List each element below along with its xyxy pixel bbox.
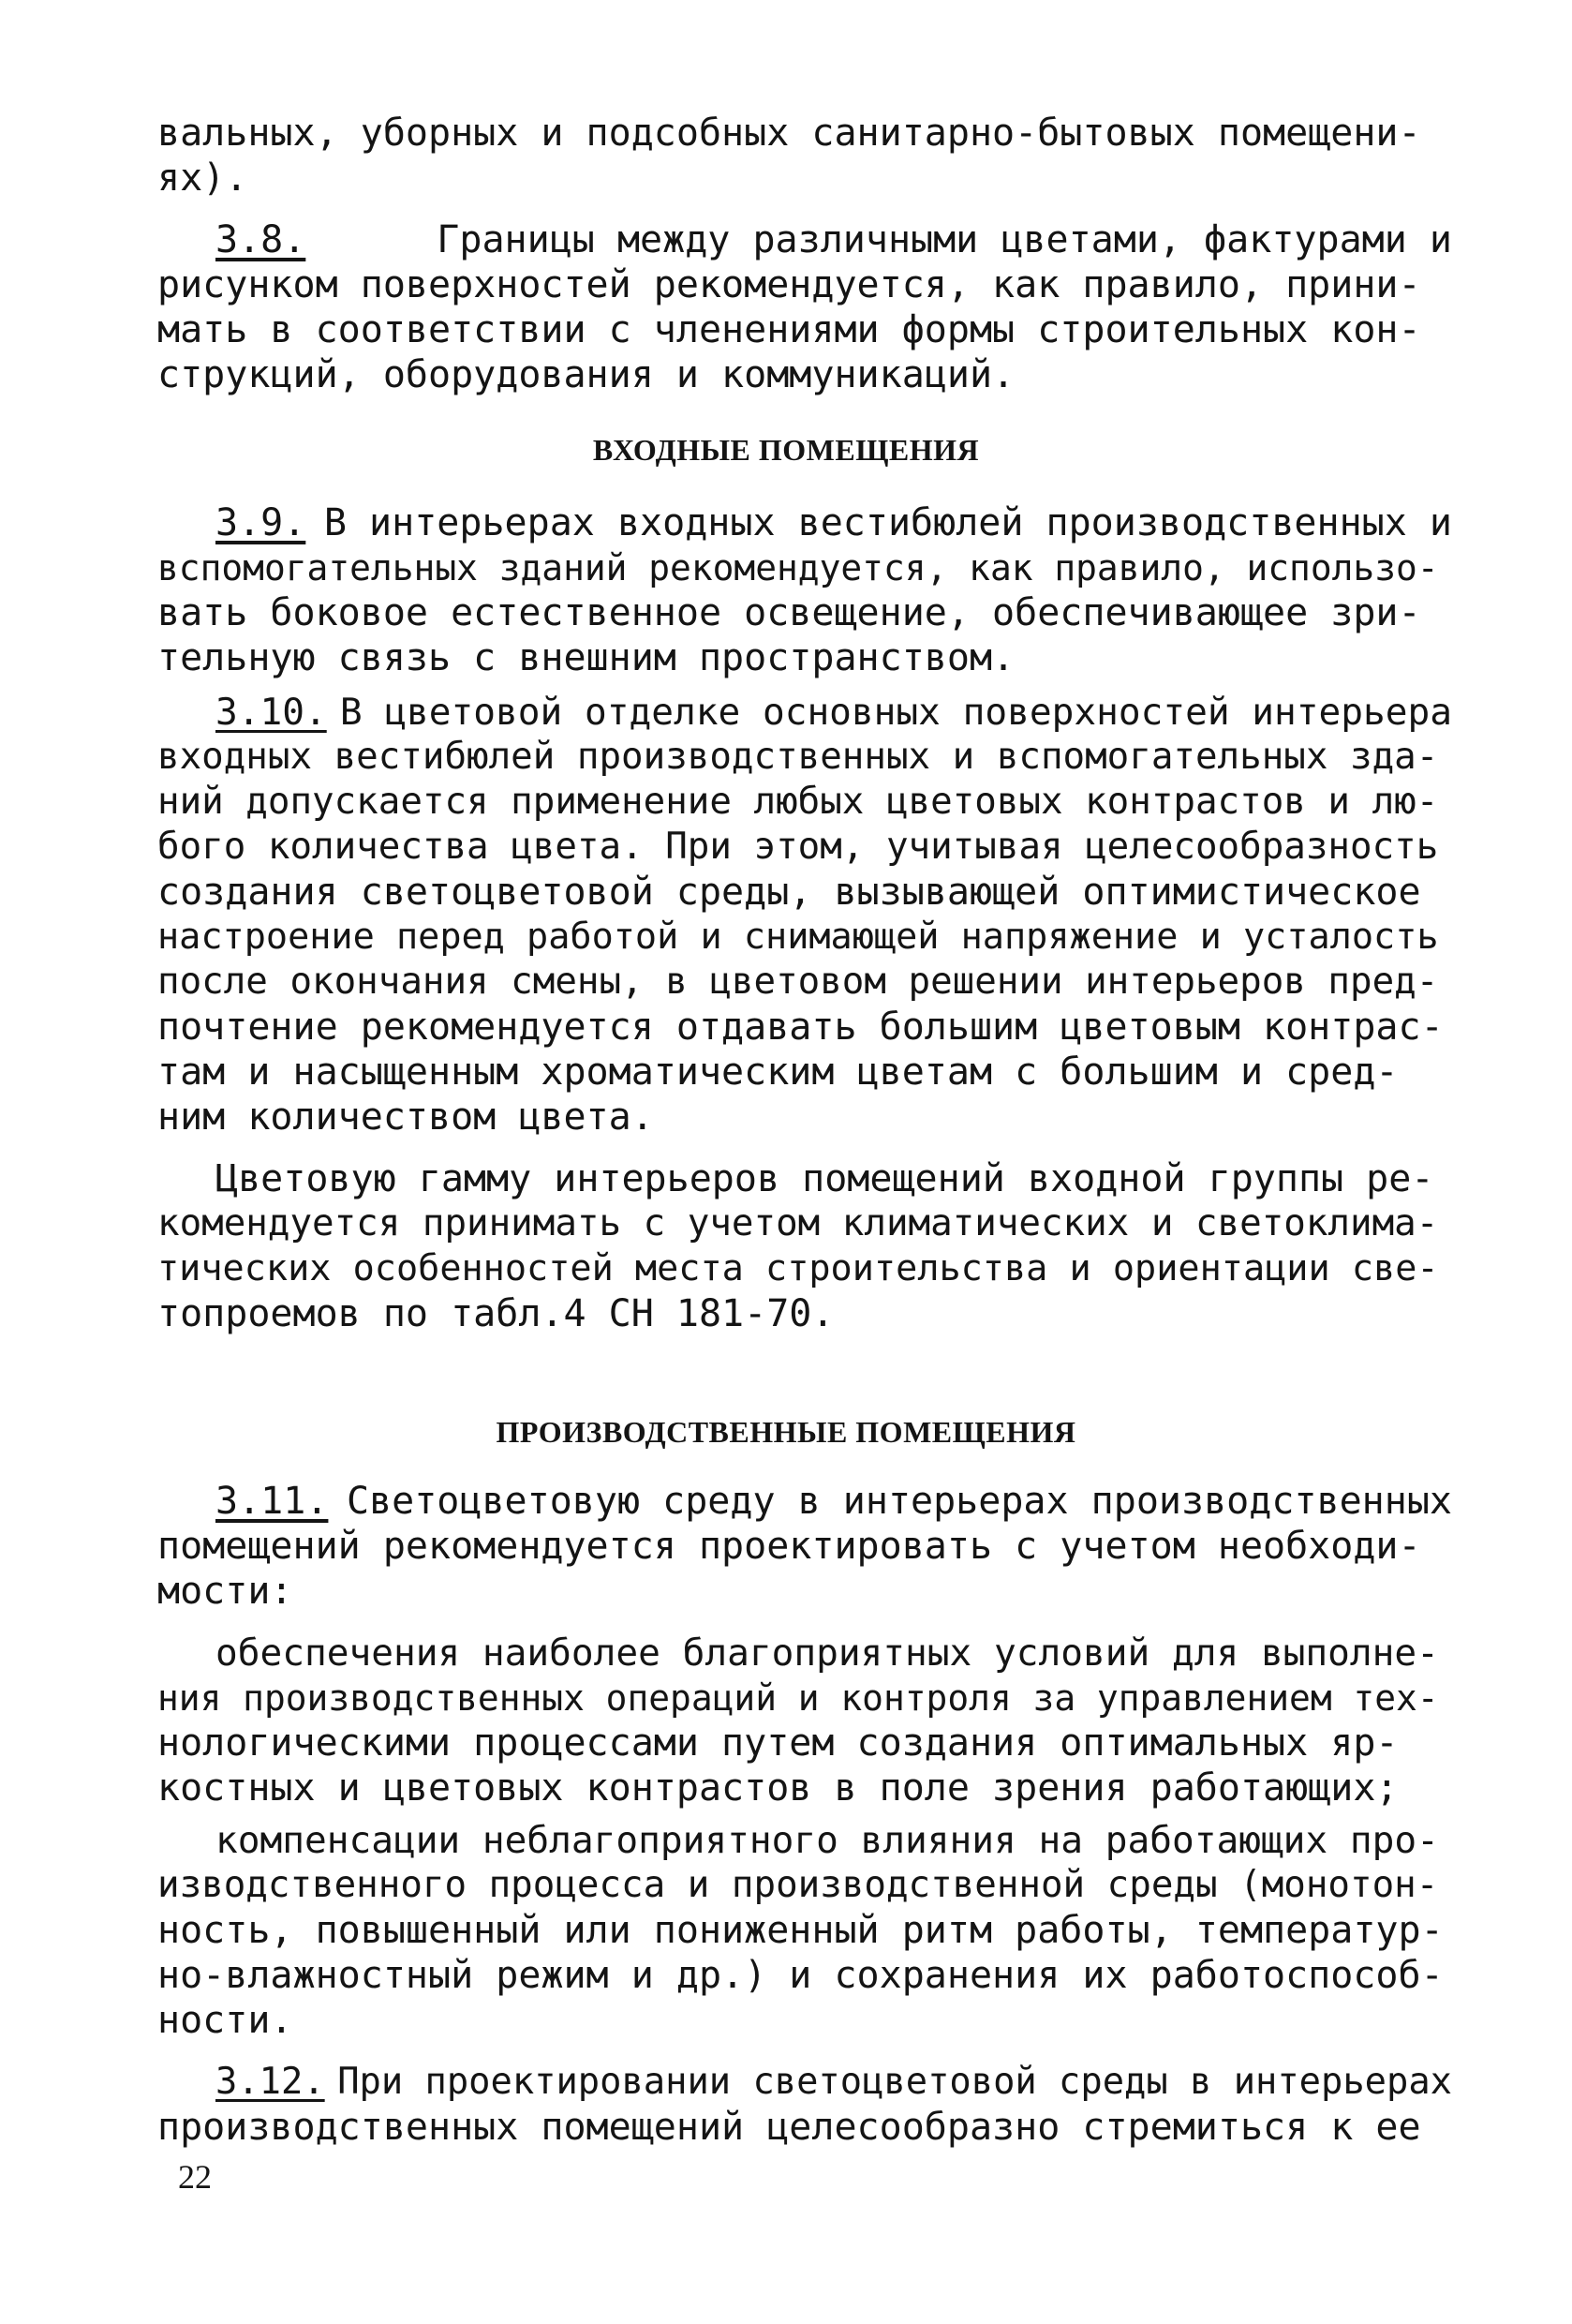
section-heading-entrance: ВХОДНЫЕ ПОМЕЩЕНИЯ: [592, 433, 980, 467]
text-line: Светоцветовую среду в интерьерах производственных: [346, 1480, 1452, 1523]
text-line: В интерьерах входных вестибюлей производственных и: [323, 501, 1452, 544]
text-line: вальных, уборных и подсобных санитарно-бытовых помещени-: [157, 112, 1421, 155]
text-line: но-влажностный режим и др.) и сохранения их работоспособ-: [157, 1954, 1444, 1997]
text-line: ях).: [157, 156, 248, 200]
text-line: почтение рекомендуется отдавать большим цветовым контрас-: [157, 1006, 1444, 1049]
text-line: ности.: [157, 1999, 293, 2042]
paragraph-3-9-first-line: [215, 500, 1452, 545]
text-line: рисунком поверхностей рекомендуется, как правило, прини-: [157, 263, 1421, 306]
text-line: создания светоцветовой среды, вызывающей оптимистическое: [157, 871, 1421, 914]
text-line: ния производственных операций и контроля за управлением тех-: [157, 1677, 1439, 1719]
text-line: бого количества цвета. При этом, учитывая целесообразность: [157, 826, 1439, 868]
text-line: ним количеством цвета.: [157, 1095, 654, 1139]
text-line: там и насыщенным хроматическим цветам с большим и сред-: [157, 1050, 1399, 1094]
paragraph-3-12-first-line: [215, 2060, 1452, 2105]
text-line: ний допускается применение любых цветовых контрастов и лю-: [157, 781, 1439, 823]
text-line: нологическими процессами путем создания оптимальных яр-: [157, 1721, 1399, 1765]
clause-number: 3.9.: [215, 501, 306, 544]
page-number: 22: [178, 2158, 212, 2196]
text-line: струкций, оборудования и коммуникаций.: [157, 353, 1016, 396]
clause-number: 3.12.: [215, 2061, 325, 2103]
text-line: топроемов по табл.4 СН 181-70.: [157, 1292, 835, 1335]
text-line: вспомогательных зданий рекомендуется, как правило, использо-: [157, 547, 1439, 588]
text-line: мать в соответствии с членениями формы строительных кон-: [157, 308, 1421, 351]
paragraph-3-10-first-line: [215, 690, 1452, 735]
paragraph-3-8-first-line: [215, 217, 1452, 262]
text-line: вать боковое естественное освещение, обеспечивающее зри-: [157, 591, 1421, 634]
paragraph-3-11-first-line: [215, 1479, 1452, 1524]
clause-number: 3.10.: [215, 691, 327, 734]
text-line: Границы между различными цветами, фактурами и: [437, 218, 1452, 261]
clause-number: 3.8.: [215, 218, 306, 261]
text-line: тельную связь с внешним пространством.: [157, 636, 1016, 679]
text-line: производственных помещений целесообразно стремиться к ее: [157, 2106, 1421, 2149]
text-line: ность, повышенный или пониженный ритм работы, температур-: [157, 1909, 1444, 1952]
text-line: после окончания смены, в цветовом решении интерьеров пред-: [157, 961, 1439, 1003]
text-line: компенсации неблагоприятного влияния на работающих про-: [215, 1819, 1439, 1862]
text-line: помещений рекомендуется проектировать с учетом необходи-: [157, 1525, 1421, 1568]
section-heading-production: ПРОИЗВОДСТВЕННЫЕ ПОМЕЩЕНИЯ: [496, 1415, 1076, 1449]
text-line: тических особенностей места строительства и ориентации све-: [157, 1247, 1439, 1289]
text-line: мости:: [157, 1570, 293, 1613]
text-line: комендуется принимать с учетом климатических и светоклима-: [157, 1202, 1439, 1244]
clause-number: 3.11.: [215, 1480, 329, 1523]
text-line: изводственного процесса и производственной среды (монотон-: [157, 1864, 1439, 1906]
text-line: При проектировании светоцветовой среды в интерьерах: [337, 2061, 1452, 2103]
text-line: входных вестибюлей производственных и вспомогательных зда-: [157, 736, 1439, 778]
text-line: настроение перед работой и снимающей напряжение и усталость: [157, 916, 1439, 958]
text-line: В цветовой отделке основных поверхностей интерьера: [339, 691, 1452, 734]
text-line: Цветовую гамму интерьеров помещений входной группы ре-: [215, 1157, 1434, 1200]
text-line: костных и цветовых контрастов в поле зрения работающих;: [157, 1766, 1399, 1810]
text-line: обеспечения наиболее благоприятных условий для выполне-: [215, 1631, 1439, 1675]
